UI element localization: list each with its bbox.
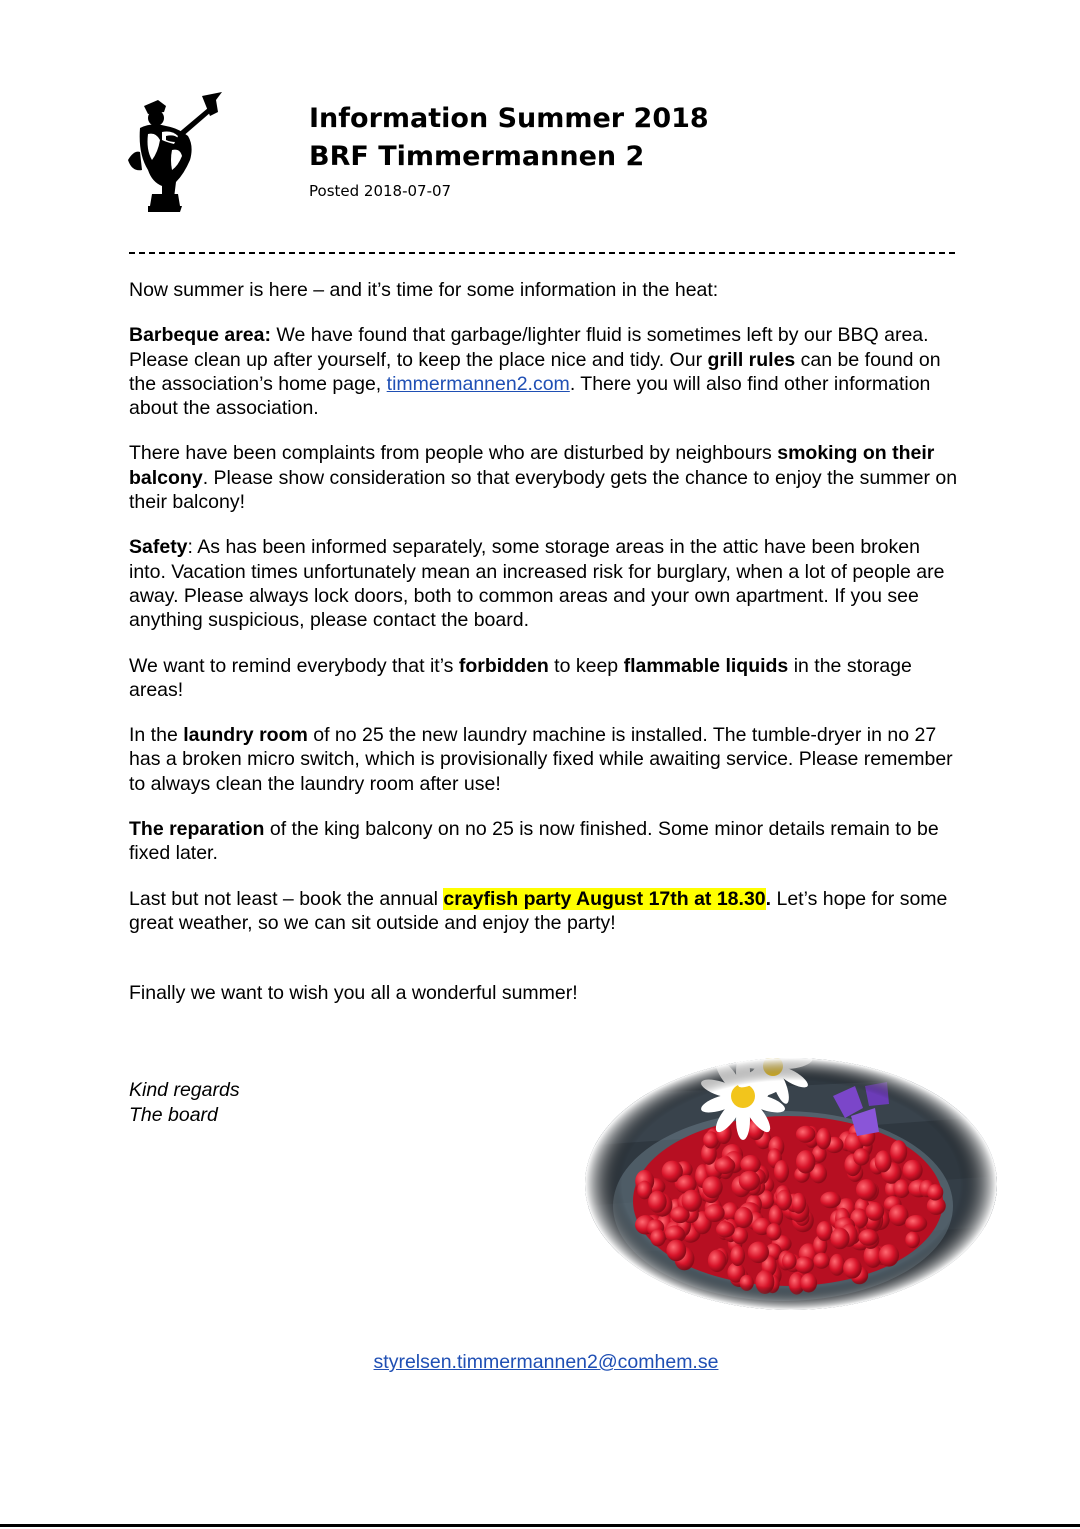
page-bottom-rule	[0, 1524, 1080, 1527]
storage-paragraph	[129, 654, 959, 703]
grill-rules-text: grill rules	[707, 348, 796, 371]
signoff-greeting: Kind regards	[129, 1079, 240, 1101]
storage-text: We want to remind everybody that it’s	[129, 654, 459, 677]
safety-heading: Safety	[129, 536, 188, 559]
reparation-bold: The reparation	[129, 818, 265, 841]
crayfish-period: .	[765, 887, 772, 910]
reparation-paragraph	[129, 817, 959, 866]
bbq-paragraph	[129, 323, 959, 420]
contact-email-link[interactable]: styrelsen.timmermannen2@comhem.se	[373, 1351, 719, 1373]
crayfish-text-2: Let’s hope for some great weather, so we can sit outside and enjoy the party!	[129, 887, 948, 934]
crayfish-text: Last but not least – book the annual	[129, 887, 444, 910]
laundry-text-2: of no 25 the new laundry machine is installed. The tumble-dryer in no 27 has a broken micro switch, which is provisionally fixed while awaiting service. Please remember to always clean the laundry room after use!	[129, 724, 953, 795]
storage-text-2: to keep	[548, 654, 624, 677]
association-name: BRF Timmermannen 2	[309, 141, 645, 172]
flammable-liquids-bold: flammable liquids	[623, 654, 789, 677]
bbq-text-3: . There you will also find other information about the association.	[129, 372, 931, 420]
reparation-text: of the king balcony on no 25 is now finished. Some minor details remain to be fixed later.	[129, 818, 939, 865]
safety-paragraph	[129, 535, 959, 632]
smoking-text: There have been complaints from people who are disturbed by neighbours	[129, 442, 778, 465]
signoff	[129, 1078, 240, 1127]
storage-text-3: in the storage areas!	[129, 654, 912, 701]
homepage-link[interactable]: timmermannen2.com	[386, 372, 570, 395]
document-title: Information Summer 2018	[309, 103, 709, 134]
intro-paragraph: Now summer is here – and it’s time for some information in the heat:	[129, 279, 719, 301]
document-header	[309, 100, 709, 202]
carpenter-logo-icon	[118, 90, 230, 218]
laundry-room-bold: laundry room	[183, 724, 308, 747]
laundry-paragraph	[129, 723, 959, 796]
footer	[0, 1350, 1080, 1374]
bbq-text-2: can be found on the association’s home page,	[129, 348, 941, 395]
bbq-text: We have found that garbage/lighter fluid is sometimes left by our BBQ area. Please clean up after yourself, to keep the place nice and tidy. Our	[129, 324, 929, 371]
forbidden-bold: forbidden	[458, 654, 549, 677]
smoking-text-2: . Please show consideration so that everybody gets the chance to enjoy the summer on their balcony!	[129, 466, 958, 514]
document-body	[129, 278, 959, 1027]
smoking-paragraph	[129, 441, 959, 514]
safety-text: : As has been informed separately, some storage areas in the attic have been broken into. Vacation times unfortunately mean an increased risk for burglary, when a lot of people are away. Please always lock doors, both to common areas and your own apartment. If you see anything suspicious, please contact the board.	[129, 536, 945, 632]
crayfish-party-highlight: crayfish party August 17th at 18.30	[443, 887, 766, 910]
signoff-sender: The board	[129, 1103, 218, 1126]
strawberries-photo	[583, 1056, 999, 1312]
bbq-heading: Barbeque area:	[129, 324, 271, 347]
laundry-text: In the	[129, 724, 184, 747]
crayfish-paragraph	[129, 887, 959, 936]
posted-date: Posted 2018-07-07	[309, 182, 452, 200]
header-divider	[129, 252, 955, 254]
smoking-bold: smoking on their balcony	[129, 442, 935, 489]
finally-paragraph: Finally we want to wish you all a wonderful summer!	[129, 982, 578, 1005]
